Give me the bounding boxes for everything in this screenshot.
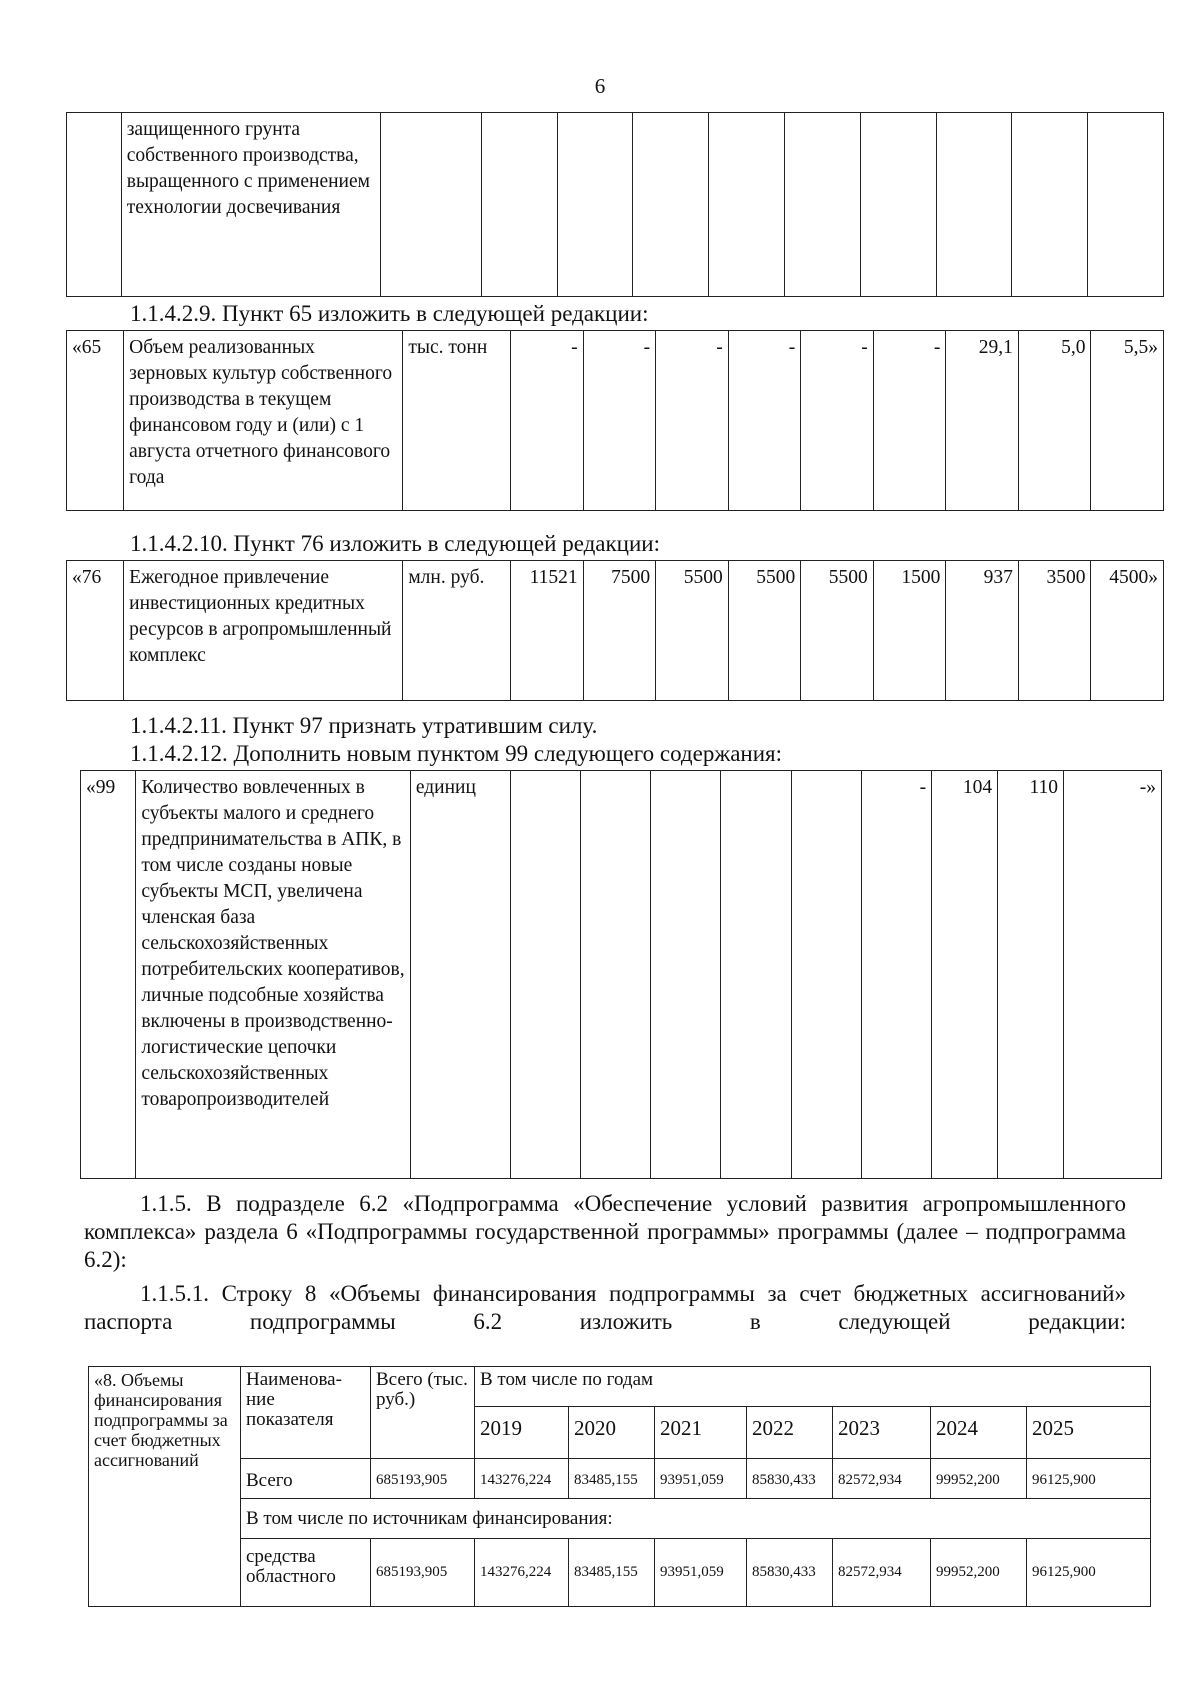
year-header: 2023: [833, 1407, 931, 1459]
heading-item-97: 1.1.4.2.11. Пункт 97 признать утратившим силу.: [130, 713, 598, 738]
table-item-65: [66, 330, 1164, 511]
value-cell: 4500»: [1091, 561, 1164, 701]
paragraph-1-1-5: 1.1.5. В подразделе 6.2 «Подпрограмма «Обеспечение условий развития агропромышленного комплекса» раздела 6 «Подпрограммы государственной программы» программы (далее – подпрограмма 6.2):: [84, 1191, 1126, 1272]
value-cell: 96125,900: [1027, 1539, 1151, 1607]
value-cell: [721, 771, 791, 1179]
value-cell: 685193,905: [371, 1539, 475, 1607]
value-cell: 1500: [873, 561, 946, 701]
value-cell: 5500: [656, 561, 729, 701]
value-cell: 83485,155: [569, 1459, 655, 1499]
year-header: 2024: [931, 1407, 1027, 1459]
year-header: 2019: [475, 1407, 569, 1459]
value-cell: -: [728, 331, 801, 511]
heading-item-76: 1.1.4.2.10. Пункт 76 изложить в следующей редакции:: [130, 531, 660, 556]
value-cell: 937: [946, 561, 1019, 701]
value-cell: -: [801, 331, 874, 511]
heading-item-65: 1.1.4.2.9. Пункт 65 изложить в следующей редакции:: [130, 301, 649, 326]
indicator-name: Объем реализованных зерновых культур собственного производства в текущем финансовом году и (или) с 1 августа отчетного финансового года: [124, 331, 403, 511]
value-cell: -: [511, 331, 584, 511]
value-cell: 82572,934: [833, 1459, 931, 1499]
value-cell: 96125,900: [1027, 1459, 1151, 1499]
value-cell: 5500: [801, 561, 874, 701]
unit: млн. руб.: [403, 561, 511, 701]
value-cell: 685193,905: [371, 1459, 475, 1499]
value-cell: 99952,200: [931, 1459, 1027, 1499]
value-cell: [581, 771, 651, 1179]
value-cell: 104: [932, 771, 998, 1179]
sources-label: В том числе по источникам финансирования:: [241, 1499, 1151, 1539]
cell-num: [67, 113, 122, 297]
unit: единиц: [410, 771, 510, 1179]
table-item-76: [66, 560, 1164, 701]
year-header: 2020: [569, 1407, 655, 1459]
finance-label: «8. Объемы финансирования подпрограммы за счет бюджетных ассигнований: [89, 1367, 241, 1607]
value-cell: 99952,200: [931, 1539, 1027, 1607]
value-cell: [791, 771, 861, 1179]
value-cell: [651, 771, 721, 1179]
year-header: 2022: [747, 1407, 833, 1459]
value-cell: [510, 771, 580, 1179]
value-cell: 143276,224: [475, 1459, 569, 1499]
item-number: «76: [67, 561, 124, 701]
value-cell: 82572,934: [833, 1539, 931, 1607]
value-cell: 93951,059: [655, 1539, 747, 1607]
col-name-header: Наименова-ние показателя: [241, 1367, 371, 1459]
year-header: 2021: [655, 1407, 747, 1459]
finance-table: [88, 1366, 1151, 1607]
value-cell: 3500: [1018, 561, 1091, 701]
value-cell: 85830,433: [747, 1539, 833, 1607]
value-cell: 5,0: [1018, 331, 1091, 511]
value-cell: -: [583, 331, 656, 511]
value-cell: -: [656, 331, 729, 511]
value-cell: -»: [1064, 771, 1162, 1179]
value-cell: -: [873, 331, 946, 511]
indicator-name: Ежегодное привлечение инвестиционных кредитных ресурсов в агропромышленный комплекс: [124, 561, 403, 701]
value-cell: 85830,433: [747, 1459, 833, 1499]
heading-item-99: 1.1.4.2.12. Дополнить новым пунктом 99 следующего содержания:: [130, 741, 783, 766]
indicator-name: защищенного грунта собственного производства, выращенного с применением технологии досвечивания: [121, 113, 380, 297]
value-cell: 143276,224: [475, 1539, 569, 1607]
unit: тыс. тонн: [403, 331, 511, 511]
row-regional-label: средства областного: [241, 1539, 371, 1607]
value-cell: 93951,059: [655, 1459, 747, 1499]
table-continuation: [66, 112, 1164, 297]
value-cell: 110: [998, 771, 1064, 1179]
value-cell: 83485,155: [569, 1539, 655, 1607]
indicator-name: Количество вовлеченных в субъекты малого и среднего предпринимательства в АПК, в том числе созданы новые субъекты МСП, увеличена членская база сельскохозяйственных потребительских кооперативов, личные подсобные хозяйства включены в производственно-логистические цепочки сельскохозяйственных товаропроизводителей: [136, 771, 411, 1179]
value-cell: 5,5»: [1091, 331, 1164, 511]
page-number: 6: [594, 74, 606, 98]
row-total-label: Всего: [241, 1459, 371, 1499]
item-number: «65: [67, 331, 124, 511]
year-header: 2025: [1027, 1407, 1151, 1459]
paragraph-1-1-5-1: 1.1.5.1. Строку 8 «Объемы финансирования подпрограммы за счет бюджетных ассигнований» паспорта подпрограммы 6.2 изложить в следующей редакции:: [84, 1281, 1126, 1334]
value-cell: 29,1: [946, 331, 1019, 511]
value-cell: 11521: [511, 561, 584, 701]
value-cell: -: [861, 771, 931, 1179]
value-cell: 7500: [583, 561, 656, 701]
item-number: «99: [81, 771, 136, 1179]
value-cell: 5500: [728, 561, 801, 701]
table-item-99: [80, 770, 1162, 1179]
by-years-header: В том числе по годам: [475, 1367, 1151, 1407]
col-total-header: Всего (тыс. руб.): [371, 1367, 475, 1459]
